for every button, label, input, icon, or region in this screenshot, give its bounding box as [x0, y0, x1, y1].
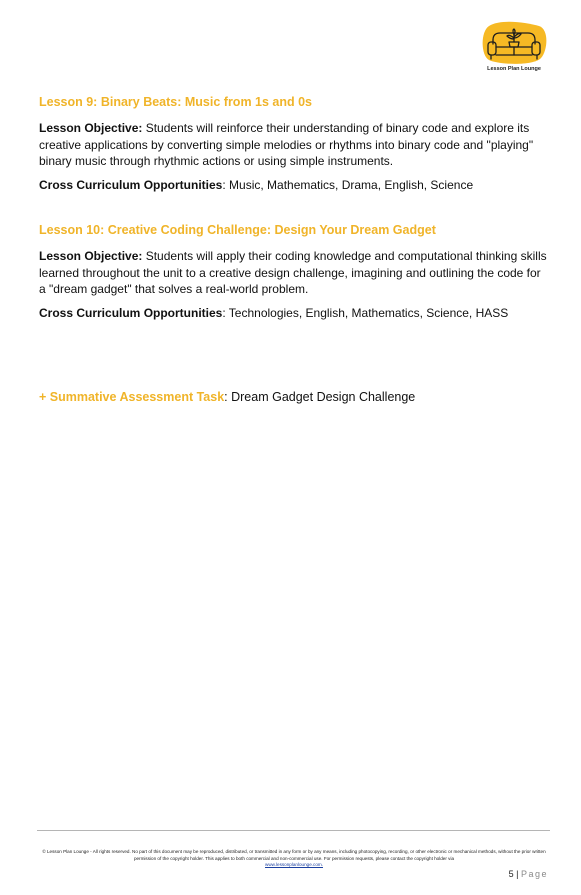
lesson-9-title: Lesson 9: Binary Beats: Music from 1s and 0s — [39, 95, 313, 109]
lesson-9-cross-curriculum — [39, 177, 549, 194]
summative-label: + Summative Assessment Task — [39, 390, 225, 404]
objective-label: Lesson Objective: — [39, 121, 143, 135]
cross-curriculum-text: : Music, Mathematics, Drama, English, Science — [222, 177, 474, 192]
copyright-text: © Lesson Plan Lounge - All rights reserved. No part of this document may be reproduced, distributed, or transmitted in any form or by any means, including photocopying, recording, or other electronic or mechanical methods, without the prior written permission of the copyright holder. This applies to both commercial and non-commercial use. For permission requests, please contact the copyright holder via — [42, 849, 546, 861]
page-number — [490, 869, 548, 879]
lesson-9-section — [39, 94, 549, 193]
footer-copyright — [40, 849, 548, 869]
summative-text: : Dream Gadget Design Challenge — [224, 390, 416, 404]
objective-text: Students will apply their coding knowledge and computational thinking skills learned throughout the unit to a creative design challenge, imagining and outlining the code for a "dream gadget" that solves a real-world problem. — [39, 249, 547, 296]
lesson-10-title: Lesson 10: Creative Coding Challenge: Design Your Dream Gadget — [39, 223, 436, 237]
lesson-10-objective — [39, 248, 549, 298]
lesson-10-cross-curriculum — [39, 305, 549, 322]
couch-logo-icon — [479, 20, 549, 66]
page-word: Page — [520, 869, 548, 879]
page-separator: | — [513, 869, 521, 879]
lesson-10-section — [39, 222, 549, 321]
main-content — [39, 94, 549, 328]
footer-divider — [37, 830, 550, 831]
cross-curriculum-label: Cross Curriculum Opportunities — [39, 177, 223, 192]
lesson-9-objective — [39, 120, 549, 170]
website-link[interactable]: www.lessonplanlounge.com. — [265, 862, 323, 868]
objective-text: Students will reinforce their understanding of binary code and explore its creative applications by converting simple melodies or rhythms into binary code and "playing" binary music through rhythmic actions or using simple instruments. — [39, 121, 534, 168]
logo-text: Lesson Plan Lounge — [487, 66, 541, 72]
summative-assessment — [39, 389, 415, 405]
lesson-plan-lounge-logo — [479, 20, 549, 76]
objective-label: Lesson Objective: — [39, 249, 143, 263]
cross-curriculum-text: : Technologies, English, Mathematics, Science, HASS — [222, 305, 509, 320]
cross-curriculum-label: Cross Curriculum Opportunities — [39, 305, 223, 320]
page-number-value: 5 — [508, 869, 514, 879]
